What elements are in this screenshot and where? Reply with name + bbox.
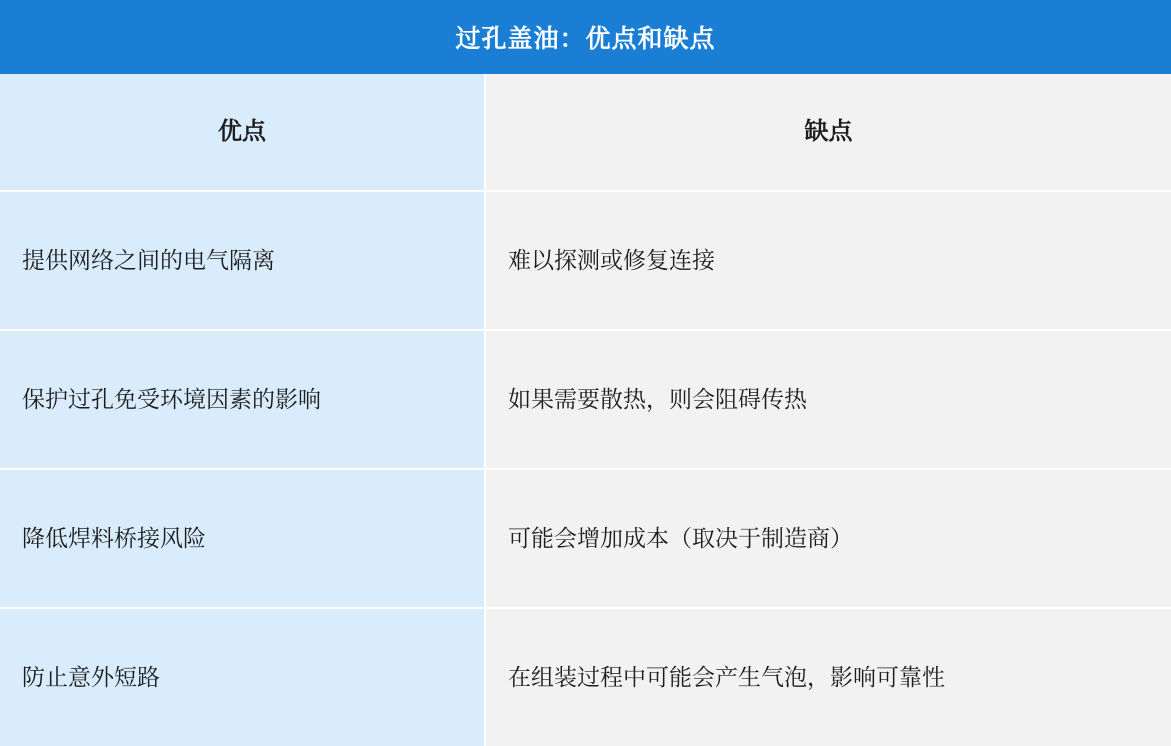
cell-cons: 难以探测或修复连接 bbox=[484, 192, 1171, 331]
table-title: 过孔盖油：优点和缺点 bbox=[0, 0, 1171, 74]
cell-cons: 如果需要散热，则会阻碍传热 bbox=[484, 331, 1171, 470]
table-header-row bbox=[0, 74, 1171, 192]
cell-pros: 保护过孔免受环境因素的影响 bbox=[0, 331, 484, 470]
cell-cons: 可能会增加成本（取决于制造商） bbox=[484, 470, 1171, 609]
cell-pros: 降低焊料桥接风险 bbox=[0, 470, 484, 609]
column-header-cons: 缺点 bbox=[484, 74, 1171, 192]
cell-cons: 在组装过程中可能会产生气泡，影响可靠性 bbox=[484, 609, 1171, 746]
table-row bbox=[0, 470, 1171, 609]
table-body bbox=[0, 74, 1171, 746]
table-row bbox=[0, 609, 1171, 746]
table-row bbox=[0, 331, 1171, 470]
cell-pros: 提供网络之间的电气隔离 bbox=[0, 192, 484, 331]
column-header-pros: 优点 bbox=[0, 74, 484, 192]
cell-pros: 防止意外短路 bbox=[0, 609, 484, 746]
table-row bbox=[0, 192, 1171, 331]
